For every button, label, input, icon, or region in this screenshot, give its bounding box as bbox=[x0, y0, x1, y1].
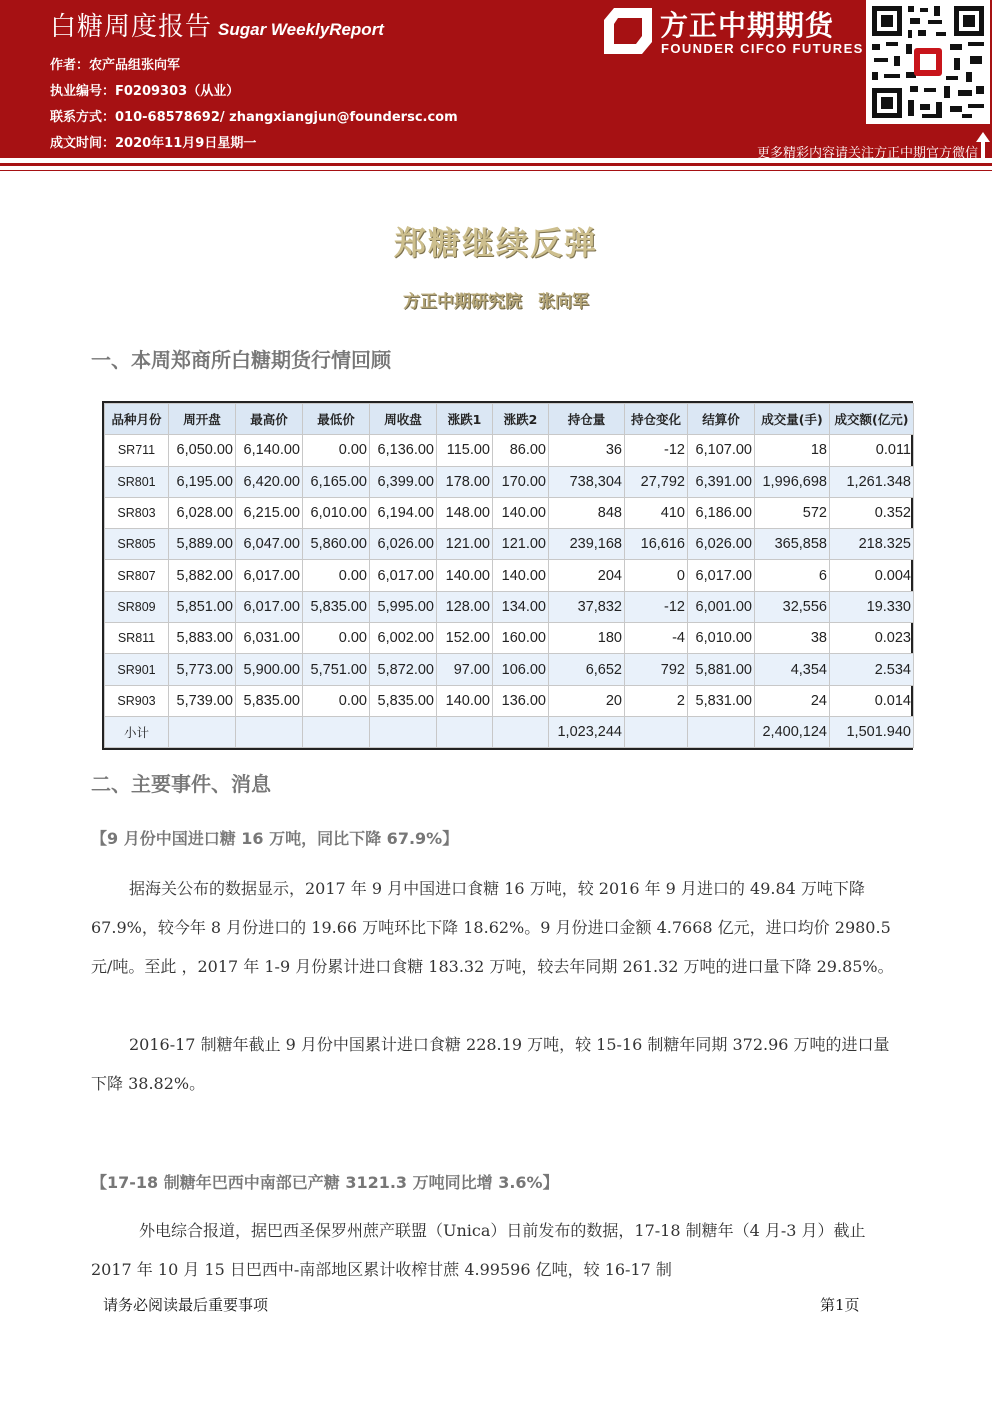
table-cell: 106.00 bbox=[493, 654, 549, 685]
table-row bbox=[105, 685, 914, 716]
company-name-cn: 方正中期期货 bbox=[660, 9, 835, 42]
table-cell: 32,556 bbox=[755, 591, 830, 622]
document-subtitle: 方正中期研究院 张向军 bbox=[403, 292, 589, 312]
table-cell: 204 bbox=[549, 560, 625, 591]
table-cell: 6,047.00 bbox=[236, 529, 303, 560]
news-headline-2: 【17-18 制糖年巴西中南部已产糖 3121.3 万吨同比增 3.6%】 bbox=[91, 1173, 559, 1192]
table-cell: 5,881.00 bbox=[688, 654, 755, 685]
table-row bbox=[105, 435, 914, 466]
table-cell: SR805 bbox=[105, 529, 169, 560]
table-cell: 121.00 bbox=[437, 529, 493, 560]
table-cell: 410 bbox=[625, 497, 688, 528]
table-cell: 2 bbox=[625, 685, 688, 716]
table-cell: SR809 bbox=[105, 591, 169, 622]
news-paragraph-3: 外电综合报道，据巴西圣保罗州蔗产联盟（Unica）日前发布的数据，17-18 制糖年（4 月-3 月）截止 2017 年 10 月 15 日巴西中-南部地区累计收榨甘蔗 4.99596 亿吨，较 16-17 制 bbox=[91, 1221, 866, 1279]
table-cell: 6,001.00 bbox=[688, 591, 755, 622]
column-header: 最高价 bbox=[236, 404, 303, 435]
header-divider bbox=[0, 163, 992, 166]
table-cell: 115.00 bbox=[437, 435, 493, 466]
table-cell: -4 bbox=[625, 623, 688, 654]
table-cell: 6,194.00 bbox=[370, 497, 437, 528]
contact-info: 联系方式：010-68578692/ zhangxiangjun@foundersc.com bbox=[50, 110, 458, 125]
table-cell: 0.00 bbox=[303, 560, 370, 591]
section-heading-news: 二、主要事件、消息 bbox=[91, 772, 271, 796]
table-cell bbox=[370, 716, 437, 747]
table-cell: 6,017.00 bbox=[688, 560, 755, 591]
table-cell: 36 bbox=[549, 435, 625, 466]
column-header: 持仓变化 bbox=[625, 404, 688, 435]
table-header-row bbox=[105, 404, 914, 435]
table-cell: 6,010.00 bbox=[303, 497, 370, 528]
table-cell: 134.00 bbox=[493, 591, 549, 622]
table-cell: 6,140.00 bbox=[236, 435, 303, 466]
table-cell: 6 bbox=[755, 560, 830, 591]
table-cell: 27,792 bbox=[625, 466, 688, 497]
table-cell: 5,872.00 bbox=[370, 654, 437, 685]
table-cell: 6,017.00 bbox=[236, 591, 303, 622]
report-title-cn: 白糖周度报告 bbox=[50, 12, 213, 42]
table-cell: 97.00 bbox=[437, 654, 493, 685]
table-row bbox=[105, 654, 914, 685]
table-row bbox=[105, 560, 914, 591]
table-cell: 24 bbox=[755, 685, 830, 716]
table-cell: 140.00 bbox=[437, 560, 493, 591]
header-divider-thin bbox=[0, 170, 992, 171]
company-name-en: FOUNDER CIFCO FUTURES bbox=[661, 41, 864, 56]
table-cell: 18 bbox=[755, 435, 830, 466]
news-paragraph-1: 据海关公布的数据显示，2017 年 9 月中国进口食糖 16 万吨，较 2016 年 9 月进口的 49.84 万吨下降 67.9%，较今年 8 月份进口的 19.66 万吨环比下降 18.62%。9 月份进口金额 4.7668 亿元，进口均价 2980.5 元/吨。至此 ，2017 年 1-9 月份累计进口食糖 183.32 万吨，较去年同期 261.32 万吨的进口量下降 29.85%。 bbox=[91, 879, 894, 976]
table-cell bbox=[437, 716, 493, 747]
table-cell bbox=[303, 716, 370, 747]
wechat-note: 更多精彩内容请关注方正中期官方微信 bbox=[756, 146, 978, 161]
report-date: 成文时间：2020年11月9日星期一 bbox=[50, 136, 257, 151]
table-cell bbox=[625, 716, 688, 747]
column-header: 品种月份 bbox=[105, 404, 169, 435]
table-cell: SR803 bbox=[105, 497, 169, 528]
table-cell: 0 bbox=[625, 560, 688, 591]
table-cell: 6,010.00 bbox=[688, 623, 755, 654]
table-cell: 738,304 bbox=[549, 466, 625, 497]
table-cell: 0.00 bbox=[303, 435, 370, 466]
table-row bbox=[105, 466, 914, 497]
table-cell: 6,136.00 bbox=[370, 435, 437, 466]
table-cell: 1,501.940 bbox=[830, 716, 914, 747]
table-cell: -12 bbox=[625, 591, 688, 622]
table-cell: 1,261.348 bbox=[830, 466, 914, 497]
table-cell: -12 bbox=[625, 435, 688, 466]
section-heading-market-review: 一、本周郑商所白糖期货行情回顾 bbox=[91, 348, 391, 372]
table-cell: 6,420.00 bbox=[236, 466, 303, 497]
table-cell: SR711 bbox=[105, 435, 169, 466]
table-cell: 848 bbox=[549, 497, 625, 528]
table-cell: 0.011 bbox=[830, 435, 914, 466]
table-cell: 37,832 bbox=[549, 591, 625, 622]
table-cell: 5,831.00 bbox=[688, 685, 755, 716]
table-cell: 6,026.00 bbox=[370, 529, 437, 560]
table-cell: 239,168 bbox=[549, 529, 625, 560]
table-cell bbox=[169, 716, 236, 747]
table-cell: 136.00 bbox=[493, 685, 549, 716]
footer-notice: 请务必阅读最后重要事项 bbox=[103, 1296, 269, 1314]
table-cell: 152.00 bbox=[437, 623, 493, 654]
table-row bbox=[105, 497, 914, 528]
table-cell: 5,835.00 bbox=[236, 685, 303, 716]
table-cell: SR903 bbox=[105, 685, 169, 716]
table-cell: 5,835.00 bbox=[370, 685, 437, 716]
table-cell: 2.534 bbox=[830, 654, 914, 685]
table-cell: 5,889.00 bbox=[169, 529, 236, 560]
report-header bbox=[0, 0, 992, 161]
table-cell: 128.00 bbox=[437, 591, 493, 622]
table-cell: 792 bbox=[625, 654, 688, 685]
table-cell: 148.00 bbox=[437, 497, 493, 528]
table-cell: 1,023,244 bbox=[549, 716, 625, 747]
table-cell: 5,995.00 bbox=[370, 591, 437, 622]
table-cell: 6,186.00 bbox=[688, 497, 755, 528]
column-header: 成交量(手) bbox=[755, 404, 830, 435]
table-cell: 6,050.00 bbox=[169, 435, 236, 466]
table-cell: SR801 bbox=[105, 466, 169, 497]
table-cell: 572 bbox=[755, 497, 830, 528]
table-cell: 6,031.00 bbox=[236, 623, 303, 654]
table-cell: 6,002.00 bbox=[370, 623, 437, 654]
license-number: 执业编号：F0209303（从业） bbox=[50, 84, 240, 99]
column-header: 成交额(亿元) bbox=[830, 404, 914, 435]
author: 作者：农产品组张向军 bbox=[50, 58, 181, 73]
table-body bbox=[105, 435, 914, 748]
table-cell: SR807 bbox=[105, 560, 169, 591]
table-cell: SR901 bbox=[105, 654, 169, 685]
table-cell: 0.014 bbox=[830, 685, 914, 716]
table-cell: 38 bbox=[755, 623, 830, 654]
company-logo-icon bbox=[604, 8, 652, 54]
table-cell: 5,751.00 bbox=[303, 654, 370, 685]
table-cell: 5,860.00 bbox=[303, 529, 370, 560]
table-cell: 5,773.00 bbox=[169, 654, 236, 685]
table-cell: SR811 bbox=[105, 623, 169, 654]
column-header: 周开盘 bbox=[169, 404, 236, 435]
table-cell: 16,616 bbox=[625, 529, 688, 560]
table-cell: 6,195.00 bbox=[169, 466, 236, 497]
table-cell: 6,026.00 bbox=[688, 529, 755, 560]
table-cell: 5,835.00 bbox=[303, 591, 370, 622]
table-cell: 2,400,124 bbox=[755, 716, 830, 747]
table-cell: 5,883.00 bbox=[169, 623, 236, 654]
table-cell: 160.00 bbox=[493, 623, 549, 654]
report-title bbox=[50, 6, 384, 43]
table-cell: 170.00 bbox=[493, 466, 549, 497]
table-cell: 6,017.00 bbox=[236, 560, 303, 591]
table-cell: 小计 bbox=[105, 716, 169, 747]
table-cell: 140.00 bbox=[493, 497, 549, 528]
table-cell: 6,028.00 bbox=[169, 497, 236, 528]
table-cell: 6,215.00 bbox=[236, 497, 303, 528]
table-cell: 0.00 bbox=[303, 623, 370, 654]
table-cell: 20 bbox=[549, 685, 625, 716]
table-cell: 0.023 bbox=[830, 623, 914, 654]
table-cell: 86.00 bbox=[493, 435, 549, 466]
table-cell bbox=[688, 716, 755, 747]
arrow-up-icon bbox=[976, 132, 990, 158]
report-title-en: Sugar WeeklyReport bbox=[218, 20, 384, 39]
table-cell: 140.00 bbox=[437, 685, 493, 716]
table-cell bbox=[236, 716, 303, 747]
table-cell: 19.330 bbox=[830, 591, 914, 622]
column-header: 涨跌2 bbox=[493, 404, 549, 435]
table-cell: 6,165.00 bbox=[303, 466, 370, 497]
table-cell: 140.00 bbox=[493, 560, 549, 591]
news-paragraph-2: 2016-17 制糖年截止 9 月份中国累计进口食糖 228.19 万吨，较 15-16 制糖年同期 372.96 万吨的进口量下降 38.82%。 bbox=[91, 1035, 890, 1093]
table-cell: 0.004 bbox=[830, 560, 914, 591]
table-cell: 218.325 bbox=[830, 529, 914, 560]
table-cell: 5,882.00 bbox=[169, 560, 236, 591]
table-cell: 1,996,698 bbox=[755, 466, 830, 497]
qr-code-icon bbox=[866, 0, 990, 124]
column-header: 涨跌1 bbox=[437, 404, 493, 435]
table-row bbox=[105, 623, 914, 654]
table-row bbox=[105, 529, 914, 560]
table-row bbox=[105, 591, 914, 622]
page-number: 第1页 bbox=[820, 1296, 860, 1314]
table-row bbox=[105, 716, 914, 747]
table-cell: 4,354 bbox=[755, 654, 830, 685]
table-cell: 0.352 bbox=[830, 497, 914, 528]
table-cell: 6,107.00 bbox=[688, 435, 755, 466]
table-cell: 5,900.00 bbox=[236, 654, 303, 685]
table-cell: 6,391.00 bbox=[688, 466, 755, 497]
table-cell: 5,851.00 bbox=[169, 591, 236, 622]
table-cell: 365,858 bbox=[755, 529, 830, 560]
news-headline-1: 【9 月份中国进口糖 16 万吨，同比下降 67.9%】 bbox=[91, 829, 459, 848]
table-cell: 180 bbox=[549, 623, 625, 654]
table-cell: 121.00 bbox=[493, 529, 549, 560]
column-header: 持仓量 bbox=[549, 404, 625, 435]
column-header: 结算价 bbox=[688, 404, 755, 435]
table-cell: 5,739.00 bbox=[169, 685, 236, 716]
table-cell: 178.00 bbox=[437, 466, 493, 497]
column-header: 最低价 bbox=[303, 404, 370, 435]
document-title: 郑糖继续反弹 bbox=[393, 224, 598, 262]
column-header: 周收盘 bbox=[370, 404, 437, 435]
table-cell: 6,399.00 bbox=[370, 466, 437, 497]
table-cell: 0.00 bbox=[303, 685, 370, 716]
table-cell: 6,017.00 bbox=[370, 560, 437, 591]
table-cell: 6,652 bbox=[549, 654, 625, 685]
market-data-table bbox=[102, 401, 913, 750]
table-cell bbox=[493, 716, 549, 747]
